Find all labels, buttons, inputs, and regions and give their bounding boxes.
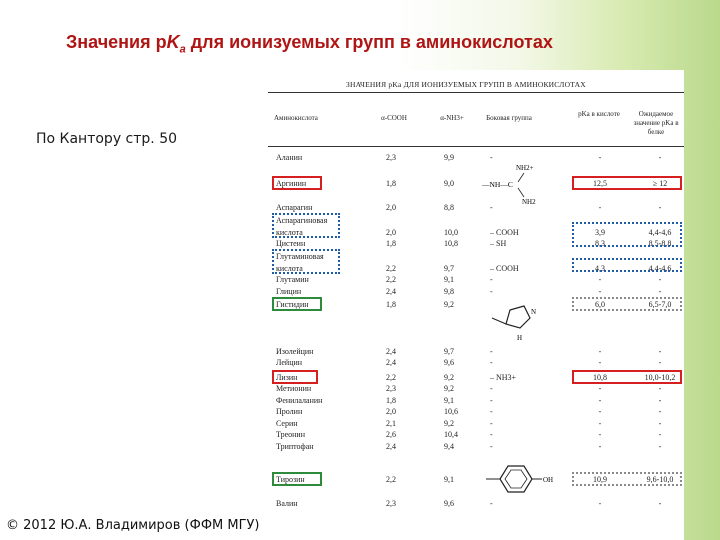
header-side-group: Боковая группа	[486, 114, 532, 122]
tyr-oh-label: OH	[543, 476, 554, 484]
side-pka: -	[598, 153, 602, 162]
side-pka: -	[598, 499, 602, 508]
nh3-pka: 9,0	[444, 179, 454, 188]
side-pka: 4,3	[595, 264, 605, 273]
side-group: – COOH	[490, 264, 519, 273]
side-pka: 8,3	[595, 239, 605, 248]
protein-pka: 4,4-4,6	[648, 228, 672, 237]
side-group: -	[490, 153, 493, 162]
table-row	[268, 383, 684, 395]
glutamic-acid-highlight	[272, 249, 340, 274]
side-pka: 10,8	[593, 373, 607, 382]
amino-acid-name: Аспарагиновая	[276, 216, 328, 225]
table-row	[268, 274, 684, 286]
nh3-pka: 9,2	[444, 373, 454, 382]
amino-acid-name: Тирозин	[276, 475, 305, 484]
cooh-pka: 2,0	[386, 203, 396, 212]
protein-pka: -	[658, 442, 662, 451]
side-group: -	[490, 287, 493, 296]
copyright-footer: © 2012 Ю.А. Владимиров (ФФМ МГУ)	[6, 518, 260, 533]
nh3-pka: 10,8	[444, 239, 458, 248]
protein-pka: -	[658, 153, 662, 162]
table-row	[268, 152, 684, 164]
side-pka: -	[598, 384, 602, 393]
header-pka-acid: pKa в кислоте	[578, 110, 620, 118]
side-pka: -	[598, 358, 602, 367]
side-group: -	[490, 384, 493, 393]
slide-title: Значения $рK_a$ для ионизуемых групп в аминокислотах	[66, 32, 553, 56]
nh3-pka: 9,2	[444, 384, 454, 393]
amino-acid-name: Лейцин	[276, 358, 303, 367]
protein-pka: -	[658, 384, 662, 393]
table-row	[268, 429, 684, 441]
cooh-pka: 2,4	[386, 358, 396, 367]
amino-acid-name: Изолейцин	[276, 347, 314, 356]
arginine-structure	[482, 164, 542, 204]
cooh-pka: 1,8	[386, 179, 396, 188]
side-group: – SH	[490, 239, 507, 248]
arg-nh: —NH—C	[482, 180, 513, 189]
arginine-pka-highlight	[572, 176, 682, 190]
protein-pka: -	[658, 347, 662, 356]
cooh-pka: 2,4	[386, 347, 396, 356]
side-group: -	[490, 499, 493, 508]
header-pka-protein: Ожидаемое значение pKa в белке	[633, 110, 679, 136]
protein-pka: -	[658, 407, 662, 416]
cooh-pka: 2,4	[386, 287, 396, 296]
side-group: -	[490, 203, 493, 212]
tyrosine-pka-highlight	[572, 472, 682, 486]
amino-acid-name: кислота	[276, 264, 303, 273]
header-cooh: α-COOH	[381, 114, 407, 122]
table-row	[268, 406, 684, 418]
table-title: ЗНАЧЕНИЯ pKa ДЛЯ ИОНИЗУЕМЫХ ГРУПП В АМИНОКИСЛОТАХ	[346, 80, 586, 89]
protein-pka: -	[658, 430, 662, 439]
protein-pka: ≥ 12	[652, 179, 668, 188]
protein-pka: -	[658, 358, 662, 367]
protein-pka: 10,0-10,2	[644, 373, 676, 382]
arg-nh2-bottom: NH2	[522, 198, 536, 206]
protein-pka: 8,5-8,8	[648, 239, 672, 248]
side-pka: -	[598, 407, 602, 416]
side-group: -	[490, 430, 493, 439]
histidine-pka-highlight	[572, 297, 682, 311]
amino-acid-name: Треонин	[276, 430, 305, 439]
side-group: -	[490, 442, 493, 451]
his-n-label: N	[531, 308, 537, 316]
table-row	[268, 498, 684, 510]
amino-acid-name: Аспарагин	[276, 203, 313, 212]
nh3-pka: 8,8	[444, 203, 454, 212]
side-pka: 6,0	[595, 300, 605, 309]
nh3-pka: 9,7	[444, 264, 454, 273]
cooh-pka: 2,3	[386, 384, 396, 393]
amino-acid-name: Пролин	[276, 407, 303, 416]
cooh-pka: 2,3	[386, 499, 396, 508]
protein-pka: -	[658, 499, 662, 508]
amino-acid-name: Гистидин	[276, 300, 309, 309]
amino-acid-name: Метионин	[276, 384, 312, 393]
protein-pka: -	[658, 287, 662, 296]
cooh-pka: 1,8	[386, 239, 396, 248]
nh3-pka: 10,0	[444, 228, 458, 237]
amino-acid-name: Аланин	[276, 153, 303, 162]
cooh-pka: 2,6	[386, 430, 396, 439]
amino-acid-name: Валин	[276, 499, 298, 508]
table-header-rule	[268, 146, 684, 147]
protein-pka: -	[658, 275, 662, 284]
side-pka: -	[598, 430, 602, 439]
nh3-pka: 9,2	[444, 419, 454, 428]
nh3-pka: 10,6	[444, 407, 458, 416]
nh3-pka: 9,4	[444, 442, 454, 451]
table-row	[268, 441, 684, 453]
side-pka: -	[598, 203, 602, 212]
nh3-pka: 9,1	[444, 275, 454, 284]
nh3-pka: 10,4	[444, 430, 458, 439]
side-group: -	[490, 419, 493, 428]
acid-pka-highlight-2	[572, 258, 682, 272]
side-pka: -	[598, 275, 602, 284]
cooh-pka: 2,0	[386, 228, 396, 237]
nh3-pka: 9,2	[444, 300, 454, 309]
cooh-pka: 2,0	[386, 407, 396, 416]
side-group: -	[490, 347, 493, 356]
cooh-pka: 2,2	[386, 275, 396, 284]
nh3-pka: 9,8	[444, 287, 454, 296]
histidine-ring	[488, 300, 548, 342]
side-pka: 10,9	[593, 475, 607, 484]
protein-pka: 6,5-7,0	[648, 300, 672, 309]
protein-pka: -	[658, 203, 662, 212]
cooh-pka: 1,8	[386, 396, 396, 405]
amino-acid-name: Цистеин	[276, 239, 306, 248]
amino-acid-name: Серин	[276, 419, 298, 428]
histidine-name-highlight	[272, 297, 322, 311]
side-group: -	[490, 358, 493, 367]
amino-acid-name: кислота	[276, 228, 303, 237]
cooh-pka: 2,2	[386, 373, 396, 382]
his-h-label: H	[517, 334, 523, 342]
side-group: – NH3+	[490, 373, 517, 382]
lysine-pka-highlight	[572, 370, 682, 384]
cooh-pka: 2,2	[386, 475, 396, 484]
side-group: -	[490, 396, 493, 405]
protein-pka: -	[658, 396, 662, 405]
amino-acid-name: Триптофан	[276, 442, 314, 451]
tyrosine-name-highlight	[272, 472, 322, 486]
protein-pka: 9,6-10,0	[646, 475, 674, 484]
protein-pka: 4,4-4,6	[648, 264, 672, 273]
protein-pka: -	[658, 419, 662, 428]
side-pka: -	[598, 396, 602, 405]
amino-acid-name: Фенилаланин	[276, 396, 323, 405]
cooh-pka: 2,1	[386, 419, 396, 428]
side-pka: -	[598, 347, 602, 356]
amino-acid-name: Аргинин	[276, 179, 307, 188]
amino-acid-name: Лизин	[276, 373, 298, 382]
acid-pka-highlight-1	[572, 222, 682, 247]
cooh-pka: 2,4	[386, 442, 396, 451]
nh3-pka: 9,1	[444, 396, 454, 405]
aspartic-acid-highlight	[272, 213, 340, 238]
nh3-pka: 9,7	[444, 347, 454, 356]
side-pka: -	[598, 442, 602, 451]
side-group: -	[490, 275, 493, 284]
side-pka: -	[598, 419, 602, 428]
arg-nh2-top: NH2+	[516, 164, 534, 172]
side-pka: -	[598, 287, 602, 296]
nh3-pka: 9,6	[444, 358, 454, 367]
header-nh3: α-NH3+	[440, 114, 464, 122]
table-top-rule	[268, 92, 684, 93]
amino-acid-name: Глутаминовая	[276, 252, 324, 261]
amino-acid-name: Глицин	[276, 287, 302, 296]
nh3-pka: 9,6	[444, 499, 454, 508]
scanned-table	[268, 70, 684, 540]
side-group: -	[490, 407, 493, 416]
tyrosine-ring	[486, 462, 566, 496]
header-amino-acid: Аминокислота	[274, 114, 318, 122]
lysine-name-highlight	[272, 370, 318, 384]
cooh-pka: 2,2	[386, 264, 396, 273]
nh3-pka: 9,9	[444, 153, 454, 162]
amino-acid-name: Глутамин	[276, 275, 309, 284]
cooh-pka: 2,3	[386, 153, 396, 162]
arginine-name-highlight	[272, 176, 322, 190]
source-reference: По Кантору стр. 50	[36, 131, 178, 147]
side-pka: 12,5	[593, 179, 607, 188]
side-group: – COOH	[490, 228, 519, 237]
nh3-pka: 9,1	[444, 475, 454, 484]
side-pka: 3,9	[595, 228, 605, 237]
table-row	[268, 357, 684, 369]
cooh-pka: 1,8	[386, 300, 396, 309]
